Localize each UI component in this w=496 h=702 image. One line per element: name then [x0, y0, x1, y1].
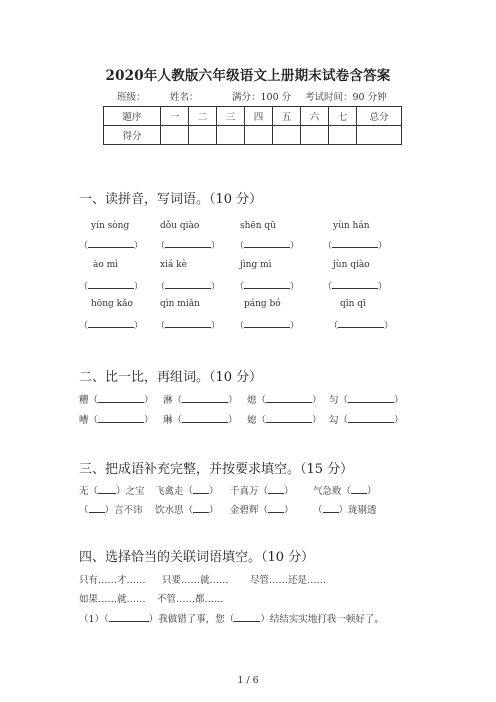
- idiom-item[interactable]: [155, 483, 219, 497]
- compare-item[interactable]: [247, 412, 322, 426]
- table-cell: 六: [301, 107, 329, 126]
- score-input-cell[interactable]: [329, 126, 357, 145]
- paren: ）: [312, 415, 322, 426]
- paren: （: [256, 395, 267, 406]
- pinyin: jùn qiào: [333, 260, 370, 270]
- paren: ）: [211, 282, 221, 292]
- idiom-item[interactable]: [230, 483, 294, 497]
- table-cell: 一: [161, 107, 189, 126]
- idiom-text: ）之宝: [116, 486, 145, 497]
- section-3-heading: 三、把成语补充完整，并按要求填空。（15 分）: [79, 462, 354, 477]
- paren: ）: [394, 395, 404, 406]
- paren: ）: [144, 415, 154, 426]
- exam-time-label: 考试时间：90 分钟: [305, 92, 387, 103]
- paren: （: [338, 415, 349, 426]
- paren: ）: [134, 321, 144, 331]
- answer-blank[interactable]: [156, 279, 220, 292]
- char: 勾: [329, 415, 339, 426]
- idiom-text: 飞禽走（: [155, 486, 194, 497]
- idiom-text: ）: [209, 505, 219, 516]
- score-table-score-row: [104, 126, 402, 145]
- pinyin: hōng kǎo: [91, 299, 133, 309]
- paren: （: [329, 321, 339, 331]
- paren: ）: [134, 241, 144, 251]
- idiom-item[interactable]: [79, 502, 143, 516]
- score-input-cell[interactable]: [301, 126, 329, 145]
- answer-blank[interactable]: [235, 238, 299, 251]
- pinyin: yín sòng: [91, 221, 130, 231]
- table-cell: 题序: [104, 107, 161, 126]
- paren: ）: [378, 241, 388, 251]
- question-text: ）结结实实地打我一顿好了。: [260, 614, 384, 625]
- paren: （: [156, 321, 166, 331]
- idiom-text: 气急败（: [313, 486, 352, 497]
- paren: ）: [134, 282, 144, 292]
- idiom-item[interactable]: [313, 502, 377, 516]
- paren: ）: [211, 241, 221, 251]
- answer-blank[interactable]: [79, 238, 143, 251]
- answer-blank[interactable]: [323, 238, 387, 251]
- pinyin: xiá kè: [160, 260, 187, 270]
- compare-item[interactable]: [163, 392, 238, 406]
- paren: ）: [290, 241, 300, 251]
- answer-blank[interactable]: [235, 279, 299, 292]
- paren: ）: [378, 282, 388, 292]
- char: 熄: [247, 395, 257, 406]
- paren: （: [79, 241, 89, 251]
- full-score-label: 满分：100 分: [232, 92, 292, 103]
- table-cell: 三: [217, 107, 245, 126]
- score-table: [103, 106, 402, 145]
- table-cell: 二: [189, 107, 217, 126]
- paren: ）: [144, 395, 154, 406]
- section-2-heading: 二、比一比，再组词。（10 分）: [79, 370, 263, 385]
- table-cell: 五: [273, 107, 301, 126]
- answer-blank[interactable]: [323, 279, 387, 292]
- compare-item[interactable]: [79, 412, 154, 426]
- idiom-text: 千真万（: [230, 486, 269, 497]
- conjunction-option: 尽管……还是……: [250, 575, 327, 586]
- paren: （: [156, 241, 166, 251]
- answer-blank[interactable]: [79, 318, 143, 331]
- compare-item[interactable]: [163, 412, 238, 426]
- pinyin: qīn qī: [340, 299, 366, 309]
- char: 媳: [247, 415, 257, 426]
- compare-item[interactable]: [247, 392, 322, 406]
- idiom-text: ）: [284, 505, 294, 516]
- score-input-cell[interactable]: [217, 126, 245, 145]
- score-input-cell[interactable]: [273, 126, 301, 145]
- paren: ）: [290, 321, 300, 331]
- paren: （: [172, 415, 183, 426]
- paren: （: [235, 282, 245, 292]
- idiom-text: （: [313, 505, 323, 516]
- page-title: 2020年人教版六年级语文上册期末试卷含答案: [105, 68, 391, 84]
- answer-blank[interactable]: [79, 279, 143, 292]
- paren: ）: [228, 395, 238, 406]
- paren: （: [79, 282, 89, 292]
- paren: ）: [228, 415, 238, 426]
- page-number: 1 / 6: [237, 675, 259, 686]
- score-table-header-row: [104, 107, 402, 126]
- pinyin: páng bó: [244, 299, 281, 309]
- paren: （: [88, 415, 99, 426]
- char: 琳: [163, 415, 173, 426]
- idiom-text: ）言不讳: [104, 505, 143, 516]
- paren: （: [235, 321, 245, 331]
- char: 嘈: [79, 415, 89, 426]
- paren: ）: [290, 282, 300, 292]
- pinyin: shēn qū: [240, 221, 276, 231]
- question-text: ）我做错了事，您（: [148, 614, 235, 625]
- idiom-item[interactable]: [155, 502, 219, 516]
- paren: （: [323, 241, 333, 251]
- table-cell: 七: [329, 107, 357, 126]
- pinyin: ào mì: [93, 260, 119, 270]
- idiom-text: ）: [284, 486, 294, 497]
- idiom-item[interactable]: [313, 483, 377, 497]
- idiom-text: 饮水思（: [155, 505, 194, 516]
- paren: （: [338, 395, 349, 406]
- pinyin: yùn hán: [333, 221, 370, 231]
- answer-blank[interactable]: [156, 318, 220, 331]
- idiom-text: ）: [367, 486, 377, 497]
- idiom-text: 无（: [79, 486, 99, 497]
- paren: （: [172, 395, 183, 406]
- answer-blank[interactable]: [156, 238, 220, 251]
- score-input-cell[interactable]: [189, 126, 217, 145]
- paren: ）: [394, 415, 404, 426]
- paren: （: [88, 395, 99, 406]
- idiom-text: （: [79, 505, 89, 516]
- paren: （: [79, 321, 89, 331]
- paren: （: [235, 241, 245, 251]
- conjunction-option: 只要……就……: [162, 575, 229, 586]
- name-label: 姓名：: [170, 92, 199, 103]
- idiom-item[interactable]: [79, 483, 145, 497]
- paren: （: [156, 282, 166, 292]
- conjunction-option: 只有……才……: [79, 575, 146, 586]
- conjunction-option: 如果……就……: [79, 594, 146, 605]
- paren: （: [323, 282, 333, 292]
- idiom-text: ）珑剔透: [338, 505, 377, 516]
- idiom-item[interactable]: [230, 502, 294, 516]
- pinyin: dǒu qiào: [160, 221, 200, 231]
- question-1[interactable]: [79, 611, 384, 625]
- paren: ）: [211, 321, 221, 331]
- conjunction-option: 不管……都……: [157, 594, 224, 605]
- pinyin: jìng mì: [240, 260, 272, 270]
- char: 淋: [163, 395, 173, 406]
- idiom-text: 金碧辉（: [230, 505, 269, 516]
- char: 糟: [79, 395, 89, 406]
- section-4-heading: 四、选择恰当的关联词语填空。（10 分）: [79, 550, 315, 565]
- compare-item[interactable]: [329, 412, 404, 426]
- table-cell: 四: [245, 107, 273, 126]
- score-input-cell[interactable]: [161, 126, 189, 145]
- score-input-cell[interactable]: [357, 126, 402, 145]
- idiom-text: ）: [209, 486, 219, 497]
- section-1-heading: 一、读拼音，写词语。（10 分）: [79, 192, 263, 207]
- table-cell: 总分: [357, 107, 402, 126]
- answer-blank[interactable]: [329, 318, 393, 331]
- paren: （: [256, 415, 267, 426]
- paren: ）: [384, 321, 394, 331]
- class-label: 班级：: [117, 92, 146, 103]
- pinyin: qìn miǎn: [160, 299, 200, 309]
- char: 匀: [329, 395, 339, 406]
- compare-item[interactable]: [329, 392, 404, 406]
- table-cell: 得分: [104, 126, 161, 145]
- compare-item[interactable]: [79, 392, 154, 406]
- question-text: （1）（: [79, 614, 109, 625]
- score-input-cell[interactable]: [245, 126, 273, 145]
- paren: ）: [312, 395, 322, 406]
- answer-blank[interactable]: [235, 318, 299, 331]
